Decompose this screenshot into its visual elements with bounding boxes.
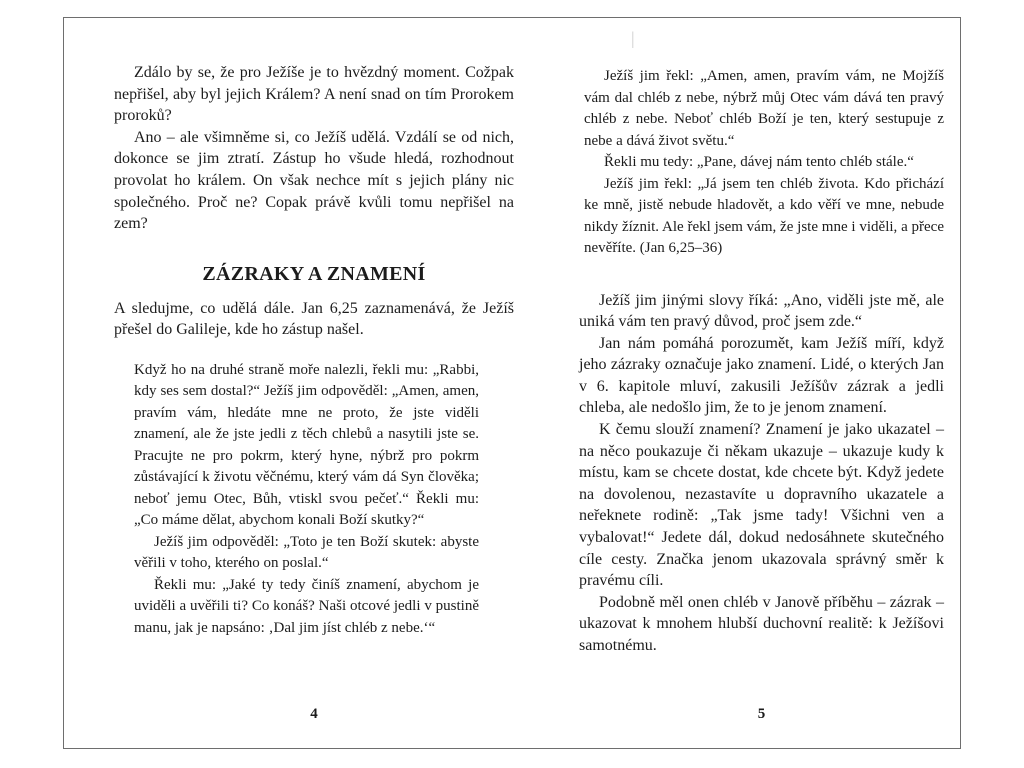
scripture-quote (584, 66, 944, 260)
page-number: 4 (310, 706, 318, 722)
right-page (579, 18, 944, 748)
paragraph: Ježíš jim jinými slovy říká: „Ano, viděli jste mě, ale uniká vám ten pravý důvod, proč jsem zde.“ (579, 291, 944, 331)
quote-paragraph: Když ho na druhé straně moře nalezli, řekli mu: „Rabbi, kdy ses sem dostal?“ Ježíš jim odpověděl: „Amen, amen, pravím vám, hledáte mne ne proto, že jste viděli znamení, ale že jste jedli z těch chlebů a nasytili jste se. Pracujte ne pro pokrm, který hyne, nýbrž pro pokrm zůstávající k životu věčnému, který vám dá Syn člověka; neboť jemu Otec, Bůh, vtiskl svou pečeť.“ Řekli mu: „Co máme dělat, abychom konali Boží skutky?“ (134, 361, 479, 529)
left-page (114, 18, 514, 748)
quote-paragraph: Ježíš jim řekl: „Já jsem ten chléb života. Kdo přichází ke mně, jistě nebude hladovět, a kdo věří ve mne, nebude nikdy žíznit. Ale řekl jsem vám, že jste mne i viděli, a přece nevěříte. (Jan 6,25–36) (584, 175, 944, 256)
paragraph: A sledujme, co udělá dále. Jan 6,25 zaznamenává, že Ježíš přešel do Galileje, kde ho zástup našel. (114, 299, 514, 339)
page-number: 5 (757, 706, 766, 722)
quote-paragraph: Řekli mu: „Jaké ty tedy činíš znamení, abychom je uviděli a uvěřili ti? Co konáš? Naši otcové jedli v pustině manu, jak je napsáno: ‚Dal jim jíst chléb z nebe.‘“ (134, 576, 479, 636)
paragraph: Jan nám pomáhá porozumět, kam Ježíš míří, když jeho zázraky označuje jako znamení. Lidé, o kterých Jan v 6. kapitole mluví, zakusili Ježíšův zázrak a jedli chleba, ale nedošlo jim, že to je jenom znamení. (579, 334, 944, 417)
quote-paragraph: Řekli mu tedy: „Pane, dávej nám tento chléb stále.“ (604, 154, 914, 170)
quote-paragraph: Ježíš jim řekl: „Amen, amen, pravím vám, ne Mojžíš vám dal chléb z nebe, nýbrž můj Otec vám dává ten pravý chléb z nebe. Neboť chléb Boží je ten, který sestupuje z nebe a dává život světu.“ (584, 68, 944, 149)
paragraph: Zdálo by se, že pro Ježíše je to hvězdný moment. Cožpak nepřišel, aby byl jejich Králem? A není snad on tím Prorokem proroků? (114, 64, 514, 125)
paragraph: Podobně měl onen chléb v Janově příběhu – zázrak – ukazovat k mnohem hlubší duchovní realitě: k Ježíšovi samotnému. (579, 593, 944, 654)
section-heading: ZÁZRAKY A ZNAMENÍ (202, 262, 426, 285)
scan-mark: | (631, 28, 635, 48)
paragraph: Ano – ale všimněme si, co Ježíš udělá. Vzdálí se od nich, dokonce se jim ztratí. Zástup ho všude hledá, rozhodnout provolat ho králem. On však nechce mít s jejich plány nic společného. Proč ne? Copak právě kvůli tomu nepřišel na zem? (114, 128, 514, 233)
book-spread (63, 17, 961, 749)
scripture-quote (134, 360, 479, 640)
quote-paragraph: Ježíš jim odpověděl: „Toto je ten Boží skutek: abyste věřili v toho, kterého on poslal.“ (134, 533, 479, 572)
paragraph: K čemu slouží znamení? Znamení je jako ukazatel – na něco poukazuje či někam ukazuje – ukazuje kudy k místu, kam se chcete dostat, kde chcete být. Když jedete na dovolenou, nezastavíte u dopravního ukazatele a neřeknete rodině: „Tak jsme tady! Všichni ven a vybalovat!“ Jedete dál, dokud nedosáhnete skutečného cíle cesty. Značka jenom ukazovala správný směr k pravému cíli. (579, 421, 944, 590)
